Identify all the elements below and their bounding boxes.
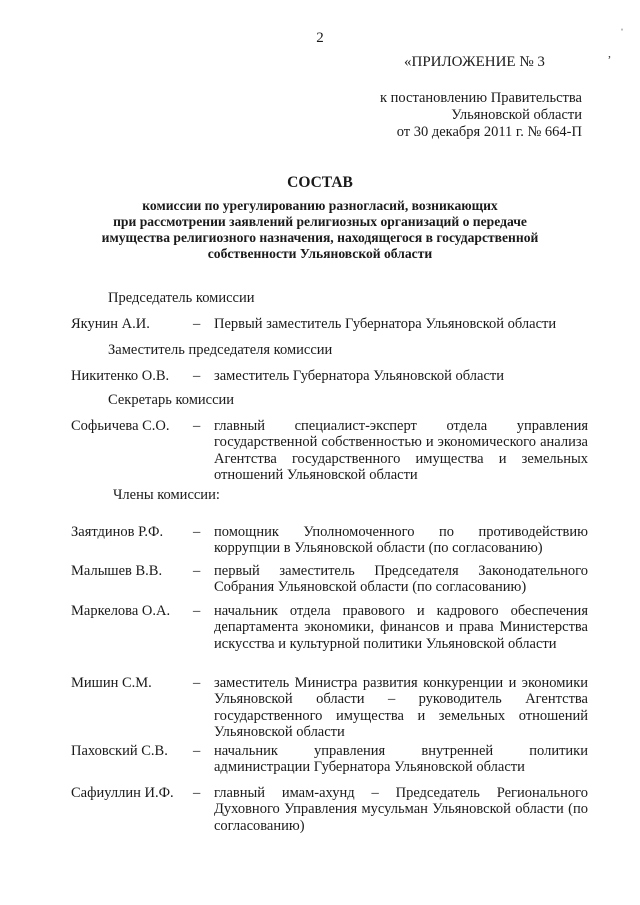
resolution-reference — [360, 90, 582, 141]
member-position: главный имам-ахунд – Председатель Регионального Духовного Управления мусульман Ульяновской области (по согласованию) — [214, 785, 588, 834]
member-position: первый заместитель Председателя Законодательного Собрания Ульяновской области (по согласованию) — [214, 563, 588, 596]
margin-mark: , — [608, 46, 611, 60]
deputy-label: Заместитель председателя комиссии — [108, 342, 333, 358]
subheading-line: комиссии по урегулированию разногласий, возникающих — [142, 198, 498, 213]
subheading-line: имущества религиозного назначения, находящегося в государственной — [101, 230, 539, 245]
member-position: помощник Уполномоченного по противодействию коррупции в Ульяновской области (по согласованию) — [214, 524, 588, 557]
member-position: заместитель Министра развития конкуренции и экономики Ульяновской области – руководитель Агентства государственного имущества и земельных отношений Ульяновской области — [214, 675, 588, 741]
member-position: Первый заместитель Губернатора Ульяновской области — [214, 316, 557, 332]
member-position: начальник управления внутренней политики администрации Губернатора Ульяновской области — [214, 743, 588, 776]
chair-label: Председатель комиссии — [108, 290, 255, 306]
dash: – — [193, 563, 201, 579]
document-subheading — [60, 198, 580, 262]
member-name: Никитенко О.В. — [71, 368, 170, 384]
member-name: Сафиуллин И.Ф. — [71, 785, 174, 801]
subheading-line: собственности Ульяновской области — [207, 246, 433, 261]
margin-mark: ˈ — [620, 26, 624, 40]
appendix-title: «ПРИЛОЖЕНИЕ № 3 — [404, 54, 545, 70]
page-number: 2 — [316, 30, 324, 46]
member-position: заместитель Губернатора Ульяновской области — [214, 368, 504, 384]
dash: – — [193, 675, 201, 691]
resolution-line: от 30 декабря 2011 г. № 664-П — [396, 124, 582, 140]
member-name: Софьичева С.О. — [71, 418, 170, 434]
member-name: Якунин А.И. — [71, 316, 150, 332]
member-name: Заятдинов Р.Ф. — [71, 524, 164, 540]
dash: – — [193, 524, 201, 540]
member-position: начальник отдела правового и кадрового обеспечения департамента экономики, финансов и права Министерства искусства и культурной политики Ульяновской области — [214, 603, 588, 652]
member-name: Паховский С.В. — [71, 743, 168, 759]
subheading-line: при рассмотрении заявлений религиозных организаций о передаче — [113, 214, 527, 229]
member-name: Малышев В.В. — [71, 563, 163, 579]
dash: – — [193, 368, 201, 384]
resolution-line: Ульяновской области — [451, 107, 582, 123]
dash: – — [193, 316, 201, 332]
secretary-label: Секретарь комиссии — [108, 392, 235, 408]
dash: – — [193, 418, 201, 434]
members-label: Члены комиссии: — [113, 487, 220, 503]
resolution-line: к постановлению Правительства — [380, 90, 582, 106]
dash: – — [193, 743, 201, 759]
dash: – — [193, 785, 201, 801]
dash: – — [193, 603, 201, 619]
member-name: Мишин С.М. — [71, 675, 152, 691]
member-name: Маркелова О.А. — [71, 603, 171, 619]
document-heading: СОСТАВ — [287, 174, 353, 191]
member-position: главный специалист-эксперт отдела управления государственной собственностью и экономического анализа Агентства государственного имущества и земельных отношений Ульяновской области — [214, 418, 588, 484]
